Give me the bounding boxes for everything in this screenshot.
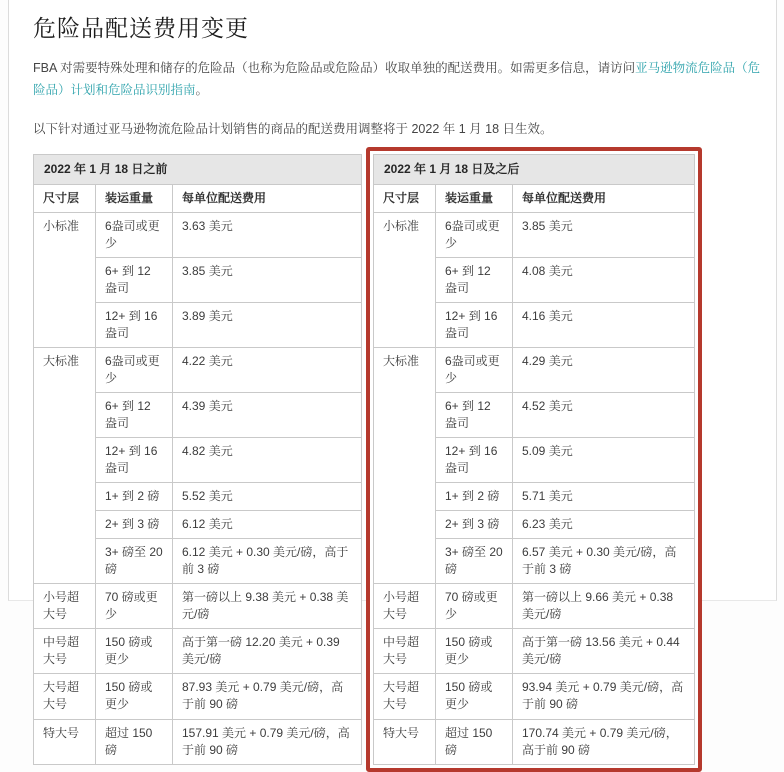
table-row (374, 584, 695, 629)
fee-cell: 4.82 美元 (173, 438, 362, 483)
fee-table-before (33, 154, 362, 765)
weight-cell: 12+ 到 16 盎司 (436, 302, 513, 347)
fee-cell: 93.94 美元 + 0.79 美元/磅，高于前 90 磅 (513, 674, 695, 719)
fee-cell: 5.09 美元 (513, 438, 695, 483)
weight-cell: 1+ 到 2 磅 (436, 483, 513, 511)
size-tier-cell: 大号超大号 (374, 674, 436, 719)
fee-cell: 6.12 美元 + 0.30 美元/磅，高于前 3 磅 (173, 539, 362, 584)
weight-cell: 2+ 到 3 磅 (96, 511, 173, 539)
fee-cell: 3.85 美元 (513, 212, 695, 257)
fee-cell: 6.57 美元 + 0.30 美元/磅，高于前 3 磅 (513, 539, 695, 584)
weight-cell: 6+ 到 12 盎司 (96, 257, 173, 302)
fee-cell: 3.89 美元 (173, 302, 362, 347)
column-header: 每单位配送费用 (173, 184, 362, 212)
weight-cell: 6盎司或更少 (436, 212, 513, 257)
weight-cell: 6盎司或更少 (96, 212, 173, 257)
table-title: 2022 年 1 月 18 日及之后 (374, 154, 695, 184)
fee-cell: 6.12 美元 (173, 511, 362, 539)
fee-cell: 87.93 美元 + 0.79 美元/磅，高于前 90 磅 (173, 674, 362, 719)
weight-cell: 1+ 到 2 磅 (96, 483, 173, 511)
fee-cell: 4.39 美元 (173, 393, 362, 438)
fee-cell: 5.71 美元 (513, 483, 695, 511)
weight-cell: 6+ 到 12 盎司 (436, 257, 513, 302)
size-tier-cell: 特大号 (34, 719, 96, 764)
weight-cell: 3+ 磅至 20 磅 (436, 539, 513, 584)
fee-cell: 高于第一磅 13.56 美元 + 0.44 美元/磅 (513, 629, 695, 674)
fee-cell: 3.63 美元 (173, 212, 362, 257)
highlight-box (366, 147, 702, 772)
weight-cell: 150 磅或更少 (436, 674, 513, 719)
column-header: 尺寸层 (34, 184, 96, 212)
weight-cell: 3+ 磅至 20 磅 (96, 539, 173, 584)
fee-cell: 4.08 美元 (513, 257, 695, 302)
table-row (34, 674, 362, 719)
table-title-row (374, 154, 695, 184)
table-row (374, 348, 695, 393)
column-header: 装运重量 (96, 184, 173, 212)
fee-cell: 高于第一磅 12.20 美元 + 0.39 美元/磅 (173, 629, 362, 674)
table-row (34, 629, 362, 674)
size-tier-cell: 特大号 (374, 719, 436, 764)
weight-cell: 12+ 到 16 盎司 (96, 302, 173, 347)
page-content-frame (8, 0, 777, 757)
column-header: 每单位配送费用 (513, 184, 695, 212)
intro-paragraph (33, 58, 771, 102)
fee-cell: 4.22 美元 (173, 348, 362, 393)
table-title-row (34, 154, 362, 184)
weight-cell: 70 磅或更少 (436, 584, 513, 629)
table-row (374, 719, 695, 764)
weight-cell: 超过 150 磅 (96, 719, 173, 764)
size-tier-cell: 小号超大号 (34, 584, 96, 629)
size-tier-cell: 大标准 (34, 348, 96, 584)
weight-cell: 150 磅或更少 (96, 674, 173, 719)
weight-cell: 12+ 到 16 盎司 (436, 438, 513, 483)
weight-cell: 6+ 到 12 盎司 (96, 393, 173, 438)
size-tier-cell: 中号超大号 (374, 629, 436, 674)
column-header: 装运重量 (436, 184, 513, 212)
fee-cell: 6.23 美元 (513, 511, 695, 539)
intro-text-before-link: FBA 对需要特殊处理和储存的危险品（也称为危险品或危险品）收取单独的配送费用。如需更多信息，请访问 (33, 61, 636, 75)
column-header-row (34, 184, 362, 212)
weight-cell: 150 磅或更少 (96, 629, 173, 674)
page-title: 危险品配送费用变更 (33, 15, 249, 41)
weight-cell: 12+ 到 16 盎司 (96, 438, 173, 483)
fba-dangerous-goods-program-link[interactable]: 亚马逊物流危险品（危险品）计划和危险品识别指南 (33, 61, 761, 97)
fee-cell: 5.52 美元 (173, 483, 362, 511)
weight-cell: 超过 150 磅 (436, 719, 513, 764)
table-row (374, 629, 695, 674)
weight-cell: 6+ 到 12 盎司 (436, 393, 513, 438)
column-header: 尺寸层 (374, 184, 436, 212)
weight-cell: 150 磅或更少 (436, 629, 513, 674)
table-row (34, 212, 362, 257)
fee-table-after (373, 154, 695, 765)
fee-cell: 4.52 美元 (513, 393, 695, 438)
column-header-row (374, 184, 695, 212)
fee-cell: 第一磅以上 9.38 美元 + 0.38 美元/磅 (173, 584, 362, 629)
size-tier-cell: 大标准 (374, 348, 436, 584)
fee-cell: 4.16 美元 (513, 302, 695, 347)
fee-cell: 4.29 美元 (513, 348, 695, 393)
effective-date-note: 以下针对通过亚马逊物流危险品计划销售的商品的配送费用调整将于 2022 年 1 月 18 日生效。 (33, 121, 553, 136)
fee-tables-row (33, 154, 758, 772)
weight-cell: 2+ 到 3 磅 (436, 511, 513, 539)
size-tier-cell: 中号超大号 (34, 629, 96, 674)
fee-cell: 3.85 美元 (173, 257, 362, 302)
size-tier-cell: 小标准 (374, 212, 436, 347)
table-row (34, 584, 362, 629)
table-row (374, 212, 695, 257)
fee-cell: 第一磅以上 9.66 美元 + 0.38 美元/磅 (513, 584, 695, 629)
weight-cell: 6盎司或更少 (96, 348, 173, 393)
intro-text-after-link: 。 (195, 82, 209, 97)
weight-cell: 6盎司或更少 (436, 348, 513, 393)
weight-cell: 70 磅或更少 (96, 584, 173, 629)
table-row (374, 674, 695, 719)
table-row (34, 348, 362, 393)
table-title: 2022 年 1 月 18 日之前 (34, 154, 362, 184)
size-tier-cell: 大号超大号 (34, 674, 96, 719)
size-tier-cell: 小号超大号 (374, 584, 436, 629)
fee-cell: 157.91 美元 + 0.79 美元/磅，高于前 90 磅 (173, 719, 362, 764)
size-tier-cell: 小标准 (34, 212, 96, 347)
table-row (34, 719, 362, 764)
fee-cell: 170.74 美元 + 0.79 美元/磅，高于前 90 磅 (513, 719, 695, 764)
